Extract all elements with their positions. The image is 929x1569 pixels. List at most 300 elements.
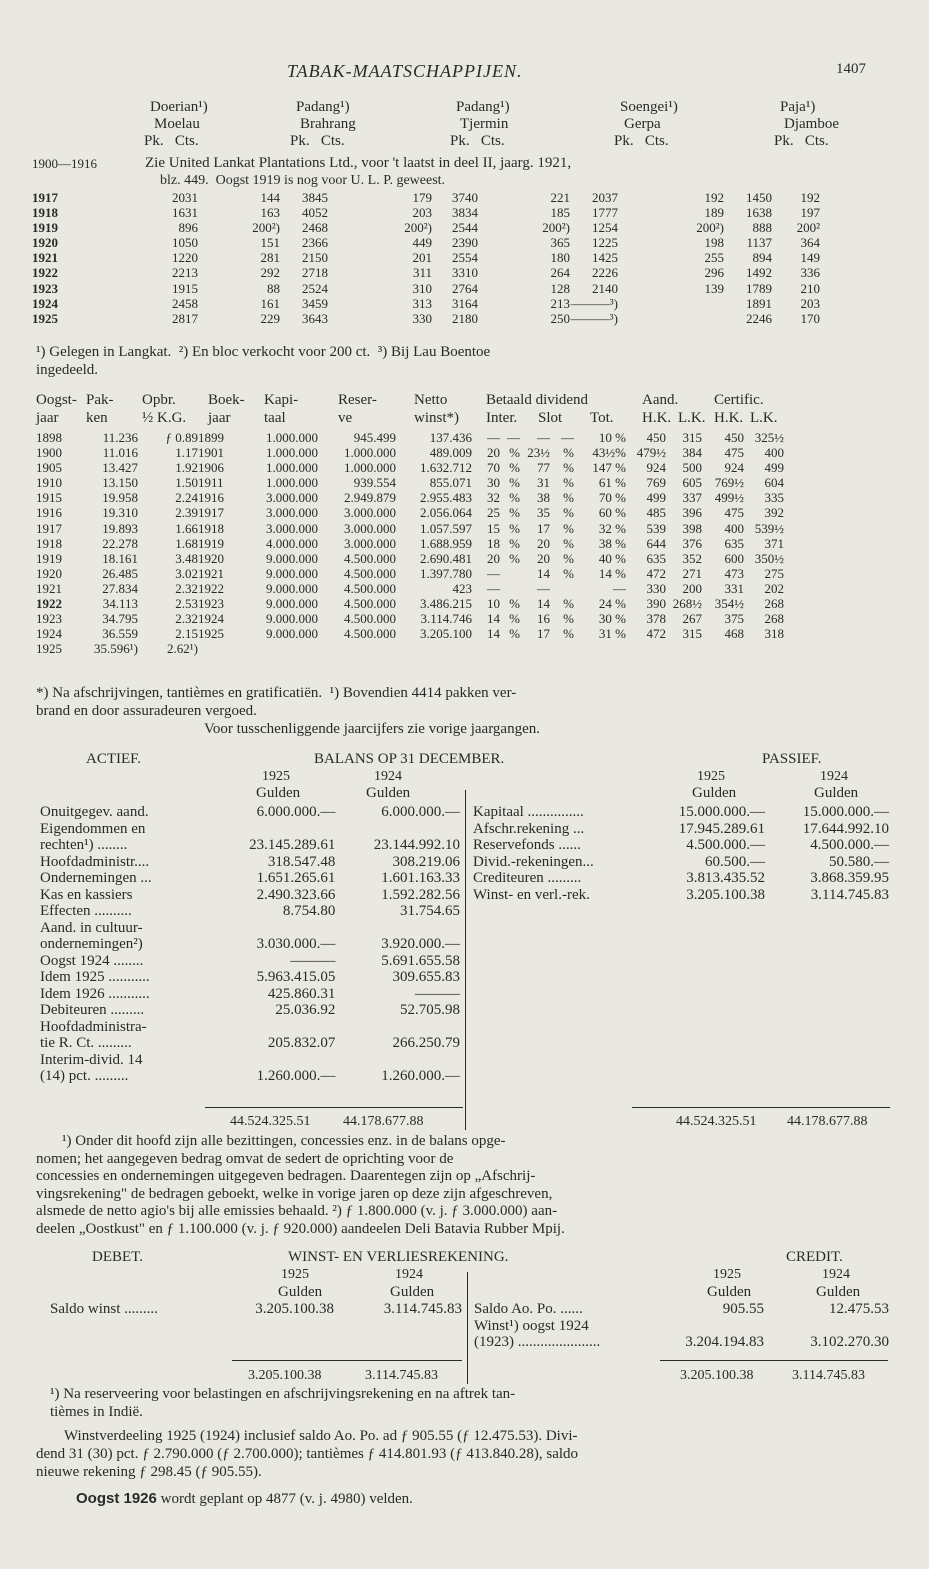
production-cell: 400 [764,445,784,461]
production-header-cell: Tot. [590,410,614,426]
estate-cell: 149 [800,250,820,266]
estate-cell: 365 [550,235,570,251]
production-footnote-line3: Voor tusschenliggende jaarcijfers zie vorige jaargangen. [204,721,540,737]
production-cell: 1923 [36,611,62,627]
balance-title: BALANS OP 31 DECEMBER. [314,751,505,767]
production-cell: 2.39 [175,505,198,521]
ledger-v2: 1.601.163.33 [381,870,460,886]
production-cell: 16 [537,611,550,627]
ledger-row [40,804,460,821]
ledger-label: Eigendommen en [40,820,146,837]
production-cell: 23½ [527,445,550,461]
pl-debet-total-1924: 3.114.745.83 [365,1368,438,1383]
passief-total-rule [632,1107,890,1108]
production-cell: 600 [724,550,744,566]
ledger-v1: 3.813.435.52 [686,870,765,886]
ledger-label: tie R. Ct. ......... [40,1035,132,1051]
production-header-cell: Netto [414,392,448,408]
production-cell: 1.000.000 [266,430,318,445]
estate-cell: 200²) [542,220,570,236]
production-cell: 35.596¹) [94,641,138,657]
production-cell: 605 [682,475,702,491]
pl-credit-total-1924: 3.114.745.83 [792,1368,865,1383]
production-cell: 9.000.000 [266,580,318,596]
production-cell: 1.000.000 [344,445,396,461]
estate-cell: 2037 [592,190,618,205]
ledger-v1: 8.754.80 [282,903,336,919]
ledger-v1: 3.204.194.83 [685,1334,764,1350]
ledger-v2: 6.000.000.— [381,804,460,820]
estate-cell: 1891 [746,295,772,311]
production-cell: 26.485 [102,565,138,581]
production-row [36,536,784,551]
estate-cell: 3459 [302,295,328,311]
production-cell: — [487,565,500,581]
production-cell: % [509,460,520,476]
production-cell [500,641,520,656]
estate-row [32,235,820,250]
ledger-v1: 23.145.289.61 [249,837,336,853]
estate-cell: 336 [800,265,820,281]
estate-cell: 200²) [696,220,724,236]
production-cell: 479½ [636,445,666,461]
production-header-cell: Reser- [338,392,377,408]
production-cell: 1916 [36,505,62,521]
estate-header-units: Pk. Cts. [614,133,669,149]
production-cell [520,641,550,656]
production-cell: 2.24 [175,490,198,506]
production-cell: % [509,445,520,461]
production-cell: % [509,520,520,536]
estate-cell: 1050 [172,235,198,251]
ledger-v1: 1.260.000.— [256,1068,336,1084]
production-cell: 36.559 [102,626,138,642]
estate-cell: 221 [550,190,570,205]
production-cell: 468 [724,626,744,642]
production-cell: 137.436 [429,430,472,445]
estate-cell: 203 [800,295,820,311]
estate-year: 1922 [32,265,58,281]
ledger-row [474,1334,889,1351]
production-cell [500,566,520,581]
ledger-label: Saldo Ao. Po. ...... [474,1301,583,1317]
production-cell: 18 [487,535,500,551]
production-cell: 924 [724,460,744,476]
production-cell: % [563,611,574,627]
production-cell: 350½ [754,550,784,566]
estate-row [32,250,820,265]
estate-cell: 1915 [172,280,198,296]
ledger-row [474,1301,889,1318]
estate-cell: 185 [550,205,570,221]
production-cell: 4.500.000 [344,611,396,627]
actief-table [40,804,460,1085]
production-cell: 19.893 [102,520,138,536]
production-cell: 14 % [598,565,626,581]
production-cell: 499½ [714,490,744,506]
production-cell: 472 [646,626,666,642]
production-cell: 2.690.481 [420,550,472,566]
ledger-label: Debiteuren ......... [40,1002,145,1018]
production-header-cell: Slot [538,410,563,426]
estate-cell: 1638 [746,205,772,221]
estate-header-units: Pk. Cts. [290,133,345,149]
estates-note-line1: Zie United Lankat Plantations Ltd., voor 't laatst in deel II, jaarg. 1921, [145,155,572,171]
balance-footnote-line: ¹) Onder dit hoofd zijn alle bezittingen, concessies enz. in de balans opge- [62,1133,506,1149]
estate-cell: 888 [752,220,772,236]
ledger-row [40,920,460,937]
production-header-cell: Kapi- [264,392,299,408]
estate-cell: 1450 [746,190,772,205]
production-header-cell: jaar [36,410,59,426]
oogst-bold: Oogst 1926 [76,1490,157,1507]
ledger-label: Winst¹) oogst 1924 [474,1317,589,1334]
production-cell: 1898 [36,430,62,445]
ledger-v2: 3.868.359.95 [810,870,889,886]
estate-cell: ———³) [570,310,618,326]
production-cell: 3.000.000 [344,505,396,521]
balance-passief-year1: 1925 [697,769,725,784]
closing-line3: nieuwe rekening ƒ 298.45 (ƒ 905.55). [36,1464,262,1480]
ledger-row [40,986,460,1003]
production-cell: 500 [682,460,702,476]
production-cell: 644 [646,535,666,551]
ledger-v1: 2.490.323.66 [256,886,336,903]
production-cell: % [509,475,520,491]
estate-cell [618,296,724,311]
estate-cell: 1492 [746,265,772,281]
production-cell: % [563,626,574,642]
production-cell: 275 [764,565,784,581]
production-header [36,393,794,408]
oogst-rest: wordt geplant op 4877 (v. j. 4980) velden. [156,1491,413,1507]
production-cell: 20 [537,535,550,551]
production-row [36,430,784,445]
production-cell: 396 [682,505,702,521]
balance-actief-unit2: Gulden [366,785,411,801]
estate-cell: 894 [752,250,772,266]
production-cell: 1922 [198,580,224,596]
ledger-v2: 5.691.655.58 [381,952,460,969]
pl-debet-unit1: Gulden [278,1284,323,1300]
estate-cell: 255 [704,250,724,266]
production-row [36,626,784,641]
production-cell: — [561,430,574,445]
estate-cell: 2226 [592,265,618,281]
pl-credit-year1: 1925 [713,1267,741,1282]
production-cell: 9.000.000 [266,565,318,581]
estate-cell: 2180 [452,310,478,326]
production-cell: 1900 [36,445,62,461]
production-cell: 1917 [198,505,224,521]
ledger-v1: 905.55 [722,1301,764,1317]
production-cell: 325½ [754,430,784,445]
production-cell: 34.113 [102,596,138,612]
production-row [36,566,784,581]
ledger-v1 [217,821,336,838]
production-cell: 9.000.000 [266,626,318,642]
production-cell: 1916 [198,490,224,506]
production-cell: % [563,596,574,612]
production-cell: 13.427 [102,460,138,476]
production-cell: 1924 [198,611,224,627]
estate-cell: 896 [178,220,198,236]
estate-cell: 2150 [302,250,328,266]
production-cell: 2.62¹) [167,641,198,657]
production-cell: % [509,490,520,506]
estate-cell: 3834 [452,205,478,221]
estate-cell: 264 [550,265,570,281]
ledger-label: Ondernemingen ... [40,870,152,886]
production-cell [744,641,784,656]
ledger-label: Saldo winst ......... [50,1301,158,1317]
ledger-label: Oogst 1924 ........ [40,952,144,969]
production-cell: 13.150 [102,475,138,491]
production-cell: 17 [537,520,550,536]
estate-header-line2: Gerpa [624,116,661,132]
production-cell: 769 [646,475,666,491]
estate-cell: 3310 [452,265,478,281]
production-header-cell: ½ K.G. [142,410,187,426]
ledger-label: Winst- en verl.-rek. [473,886,590,903]
production-cell [550,581,574,596]
ledger-v1: 3.205.100.38 [686,886,765,903]
production-cell: 378 [646,611,666,627]
estate-cell: 364 [800,235,820,251]
ledger-label: rechten¹) ........ [40,837,128,853]
production-cell: 202 [764,580,784,596]
production-table [36,430,784,656]
estate-cell: 313 [412,295,432,311]
ledger-v2: 15.000.000.— [802,804,889,820]
production-cell: 1919 [198,535,224,551]
ledger-row [473,854,889,871]
production-header-cell: Boek- [208,392,245,408]
ledger-row [40,1019,460,1036]
production-cell [238,641,318,656]
production-row [36,521,784,536]
estate-cell: ———³) [570,295,618,311]
production-cell: % [509,626,520,642]
estates-note-period: 1900—1916 [32,156,97,171]
estate-cell: 180 [550,250,570,266]
production-cell: 539 [646,520,666,536]
ledger-v1: ——— [290,952,336,969]
ledger-v2: 12.475.53 [829,1301,889,1317]
estate-year: 1917 [32,190,58,205]
estate-year: 1925 [32,310,58,326]
ledger-label: (1923) ...................... [474,1334,601,1350]
production-cell: 70 [487,460,500,476]
production-header-cell: Aand. [642,392,679,408]
production-cell: 1.68 [175,535,198,551]
production-cell: 371 [764,535,784,551]
estate-cell: 449 [412,235,432,251]
production-cell: 1920 [198,550,224,566]
balance-passief-year2: 1924 [820,769,848,784]
estate-row [32,311,820,326]
production-cell: 489.009 [429,445,472,461]
production-cell: 1925 [36,641,62,657]
production-cell: 485 [646,505,666,521]
ledger-v1: 3.205.100.38 [255,1301,334,1317]
production-cell: 1.92 [175,460,198,476]
production-cell: 1918 [36,535,62,551]
production-cell: 635 [724,535,744,551]
estate-cell: 1777 [592,205,618,221]
estate-cell: 203 [412,205,432,221]
production-cell: 855.071 [429,475,472,491]
estate-row [32,296,820,311]
production-cell [626,641,666,656]
production-cell: 4.500.000 [344,596,396,612]
estate-cell: 128 [550,280,570,296]
ledger-v1: 5.963.415.05 [256,969,336,985]
estate-cell: 197 [800,205,820,221]
pl-debet-year1: 1925 [281,1267,309,1282]
production-cell: 423 [452,580,472,596]
estate-header-line1: Padang¹) [296,99,350,115]
ledger-label: Hoofdadministr.... [40,853,150,870]
ledger-row [40,887,460,904]
production-cell: 9.000.000 [266,550,318,566]
estate-cell: 1789 [746,280,772,296]
estate-cell: 1254 [592,220,618,236]
ledger-row [473,821,889,838]
production-cell: 32 % [598,520,626,536]
production-cell: 2.955.483 [420,490,472,506]
production-row [36,445,784,460]
production-cell: 17 [537,626,550,642]
production-row [36,505,784,520]
ledger-v2 [335,1052,460,1069]
production-cell [318,641,396,656]
ledger-v1: 318.547.48 [267,853,336,870]
estate-cell: 1220 [172,250,198,266]
estate-row [32,205,820,220]
ledger-v2: 52.705.98 [400,1002,460,1018]
production-cell: 77 [537,460,550,476]
production-header-cell: winst*) [414,410,459,426]
estate-cell: 2458 [172,295,198,311]
production-cell: 1924 [36,626,62,642]
debet-label: DEBET. [92,1249,143,1265]
ledger-label: ondernemingen²) [40,936,143,952]
ledger-v2: 3.114.745.83 [810,886,889,903]
estate-cell: 144 [260,190,280,205]
production-cell: 1.057.597 [420,520,472,536]
production-cell: 268 [764,596,784,612]
ledger-v2: 3.102.270.30 [810,1334,889,1350]
pl-debet-total-1925: 3.205.100.38 [248,1368,322,1383]
estates-note-line2: blz. 449. Oogst 1919 is nog voor U. L. P. geweest. [160,173,446,188]
production-cell: 60 % [598,505,626,521]
estate-cell: 2031 [172,190,198,205]
estate-year: 1921 [32,250,58,266]
production-row [36,611,784,626]
production-cell: 1.50 [175,475,198,491]
ledger-label: Idem 1926 ........... [40,985,150,1002]
production-cell: 3.205.100 [420,626,472,642]
pl-credit-unit2: Gulden [816,1284,861,1300]
production-header-cell: Opbr. [142,392,176,408]
production-cell: 2.15 [175,626,198,642]
estate-cell: 2140 [592,280,618,296]
ledger-v1: 3.030.000.— [256,936,336,952]
ledger-v1: 1.651.265.61 [256,870,336,886]
ledger-row [473,804,889,821]
production-cell: 24 % [598,596,626,612]
production-cell [666,641,702,656]
ledger-label: Onuitgegev. aand. [40,804,149,820]
production-cell: 1922 [36,596,62,612]
estate-header-units: Pk. Cts. [144,133,199,149]
estate-header-line2: Moelau [154,116,200,132]
closing-line2: dend 31 (30) pct. ƒ 2.790.000 (ƒ 2.700.000); tantièmes ƒ 414.801.93 (ƒ 413.840.28), saldo [36,1446,579,1462]
debet-table [50,1301,462,1318]
production-cell: 335 [764,490,784,506]
production-header-cell: H.K. [714,410,744,426]
ledger-row [40,837,460,854]
production-cell: 2.32 [175,580,198,596]
production-cell: 11.016 [102,445,138,461]
production-cell: 2.056.064 [420,505,472,521]
production-cell: 450 [724,430,744,445]
production-cell: 1921 [198,565,224,581]
estate-cell: 2468 [302,220,328,236]
pl-divider [467,1272,468,1384]
production-cell: 3.114.746 [420,611,472,627]
production-cell: 1917 [36,520,62,536]
estate-header-units: Pk. Cts. [774,133,829,149]
estate-cell: 2524 [302,280,328,296]
estate-cell: 189 [704,205,724,221]
production-cell: 1.688.959 [420,535,472,551]
estate-header-line1: Doerian¹) [150,99,208,115]
production-cell: 769½ [714,475,744,491]
estate-cell: 210 [800,280,820,296]
production-cell: 1901 [198,445,224,461]
estate-cell: 250 [550,310,570,326]
balance-footnote-line: deelen „Oostkust" en ƒ 1.100.000 (v. j. ƒ 920.000) aandeelen Deli Batavia Rubber Mpij. [36,1220,565,1237]
production-cell: 38 % [598,535,626,551]
production-cell: 147 % [592,460,626,476]
production-cell: 4.000.000 [266,535,318,551]
production-cell: % [563,490,574,506]
credit-table [474,1301,889,1351]
ledger-label: (14) pct. ......... [40,1068,129,1084]
production-cell: 1915 [36,490,62,506]
ledger-v2 [764,1318,889,1335]
production-header-cell: Inter. [486,410,518,426]
balance-passief-unit2: Gulden [814,785,859,801]
balance-divider [465,790,466,1130]
ledger-v2: 1.592.282.56 [381,886,460,903]
production-footnote-line2: brand en door assuradeuren vergoed. [36,703,257,719]
ledger-label: Effecten .......... [40,903,132,919]
estate-cell: 2764 [452,280,478,296]
estate-year: 1923 [32,280,58,296]
production-cell: 10 [487,596,500,612]
production-cell [574,641,626,656]
estate-row [32,281,820,296]
production-cell: 1920 [36,565,62,581]
production-cell: 14 [487,611,500,627]
production-cell: 400 [724,520,744,536]
production-cell: 11.236 [102,430,138,445]
ledger-v2 [335,1019,460,1036]
estate-cell: 292 [260,265,280,281]
